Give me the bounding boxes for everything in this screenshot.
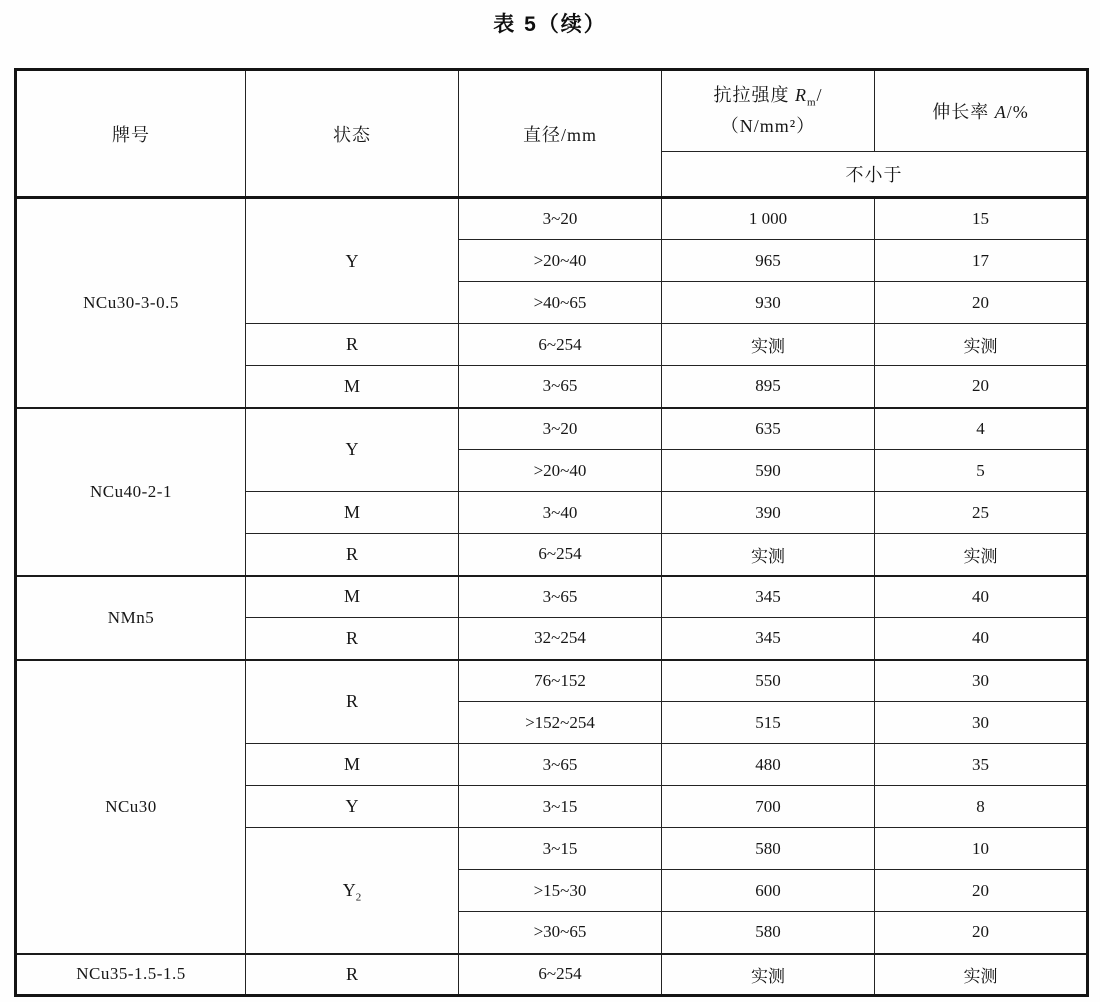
tensile-cell: 实测 [662, 324, 875, 366]
tensile-cell: 实测 [662, 954, 875, 996]
spec-table [14, 68, 1089, 997]
state-cell: Y [246, 408, 459, 492]
tensile-cell: 390 [662, 492, 875, 534]
table-row [16, 954, 1088, 996]
grade-cell: NCu35-1.5-1.5 [16, 954, 246, 996]
elongation-cell: 8 [875, 786, 1088, 828]
tensile-symbol: R [794, 85, 807, 105]
tensile-symbol-sub: m [806, 96, 817, 109]
header-diameter: 直径/mm [459, 70, 662, 198]
tensile-cell: 1 000 [662, 198, 875, 240]
diameter-cell: >152~254 [459, 702, 662, 744]
diameter-cell: 3~65 [459, 366, 662, 408]
state-cell: R [246, 324, 459, 366]
tensile-cell: 590 [662, 450, 875, 492]
elongation-cell: 40 [875, 576, 1088, 618]
table-header [16, 70, 1088, 198]
diameter-cell: >15~30 [459, 870, 662, 912]
tensile-label: 抗拉强度 [713, 85, 795, 105]
elongation-cell: 35 [875, 744, 1088, 786]
tensile-unit: （N/mm²） [720, 116, 816, 136]
elongation-cell: 30 [875, 702, 1088, 744]
diameter-cell: >20~40 [459, 240, 662, 282]
elongation-symbol: A [994, 102, 1007, 122]
diameter-cell: 6~254 [459, 324, 662, 366]
grade-cell: NCu40-2-1 [16, 408, 246, 576]
tensile-cell: 600 [662, 870, 875, 912]
state-cell: M [246, 492, 459, 534]
tensile-cell: 345 [662, 576, 875, 618]
elongation-label: 伸长率 [932, 102, 995, 122]
state-cell: R [246, 618, 459, 660]
header-grade: 牌号 [16, 70, 246, 198]
tensile-slash: / [816, 85, 823, 105]
tensile-cell: 965 [662, 240, 875, 282]
diameter-cell: 3~15 [459, 786, 662, 828]
diameter-cell: 76~152 [459, 660, 662, 702]
diameter-cell: 6~254 [459, 534, 662, 576]
diameter-cell: 3~65 [459, 576, 662, 618]
state-cell: Y [246, 786, 459, 828]
state-cell: R [246, 660, 459, 744]
elongation-cell: 4 [875, 408, 1088, 450]
table-body [16, 198, 1088, 996]
state-cell: M [246, 366, 459, 408]
table-row [16, 198, 1088, 240]
tensile-cell: 895 [662, 366, 875, 408]
grade-cell: NMn5 [16, 576, 246, 660]
state-subscript: 2 [355, 891, 362, 904]
diameter-cell: >40~65 [459, 282, 662, 324]
diameter-cell: 3~65 [459, 744, 662, 786]
grade-cell: NCu30-3-0.5 [16, 198, 246, 408]
header-elongation [875, 70, 1088, 152]
table-row [16, 660, 1088, 702]
diameter-cell: 32~254 [459, 618, 662, 660]
table-row [16, 408, 1088, 450]
state-cell: R [246, 954, 459, 996]
diameter-cell: 3~20 [459, 408, 662, 450]
table-row [16, 576, 1088, 618]
tensile-cell: 635 [662, 408, 875, 450]
state-cell: Y [246, 198, 459, 324]
header-tensile-strength [662, 70, 875, 152]
tensile-cell: 700 [662, 786, 875, 828]
diameter-cell: 3~20 [459, 198, 662, 240]
tensile-cell: 550 [662, 660, 875, 702]
elongation-cell: 实测 [875, 324, 1088, 366]
state-cell: R [246, 534, 459, 576]
table-title: 表 5（续） [493, 13, 607, 36]
state-cell: M [246, 744, 459, 786]
tensile-cell: 580 [662, 828, 875, 870]
elongation-cell: 20 [875, 366, 1088, 408]
elongation-cell: 17 [875, 240, 1088, 282]
diameter-cell: 3~15 [459, 828, 662, 870]
elongation-cell: 40 [875, 618, 1088, 660]
tensile-cell: 515 [662, 702, 875, 744]
elongation-cell: 25 [875, 492, 1088, 534]
elongation-cell: 20 [875, 282, 1088, 324]
elongation-cell: 实测 [875, 534, 1088, 576]
state-cell: M [246, 576, 459, 618]
elongation-cell: 10 [875, 828, 1088, 870]
diameter-cell: >30~65 [459, 912, 662, 954]
tensile-cell: 实测 [662, 534, 875, 576]
elongation-cell: 30 [875, 660, 1088, 702]
elongation-cell: 20 [875, 870, 1088, 912]
diameter-cell: 3~40 [459, 492, 662, 534]
elongation-cell: 15 [875, 198, 1088, 240]
elongation-cell: 20 [875, 912, 1088, 954]
tensile-cell: 480 [662, 744, 875, 786]
elongation-cell: 5 [875, 450, 1088, 492]
tensile-cell: 580 [662, 912, 875, 954]
tensile-cell: 345 [662, 618, 875, 660]
tensile-cell: 930 [662, 282, 875, 324]
state-cell: $Y_2$ [246, 828, 459, 954]
grade-cell: NCu30 [16, 660, 246, 954]
diameter-cell: 6~254 [459, 954, 662, 996]
header-not-less-than: 不小于 [662, 152, 1088, 198]
elongation-suffix: /% [1006, 102, 1029, 122]
diameter-cell: >20~40 [459, 450, 662, 492]
header-state: 状态 [246, 70, 459, 198]
elongation-cell: 实测 [875, 954, 1088, 996]
